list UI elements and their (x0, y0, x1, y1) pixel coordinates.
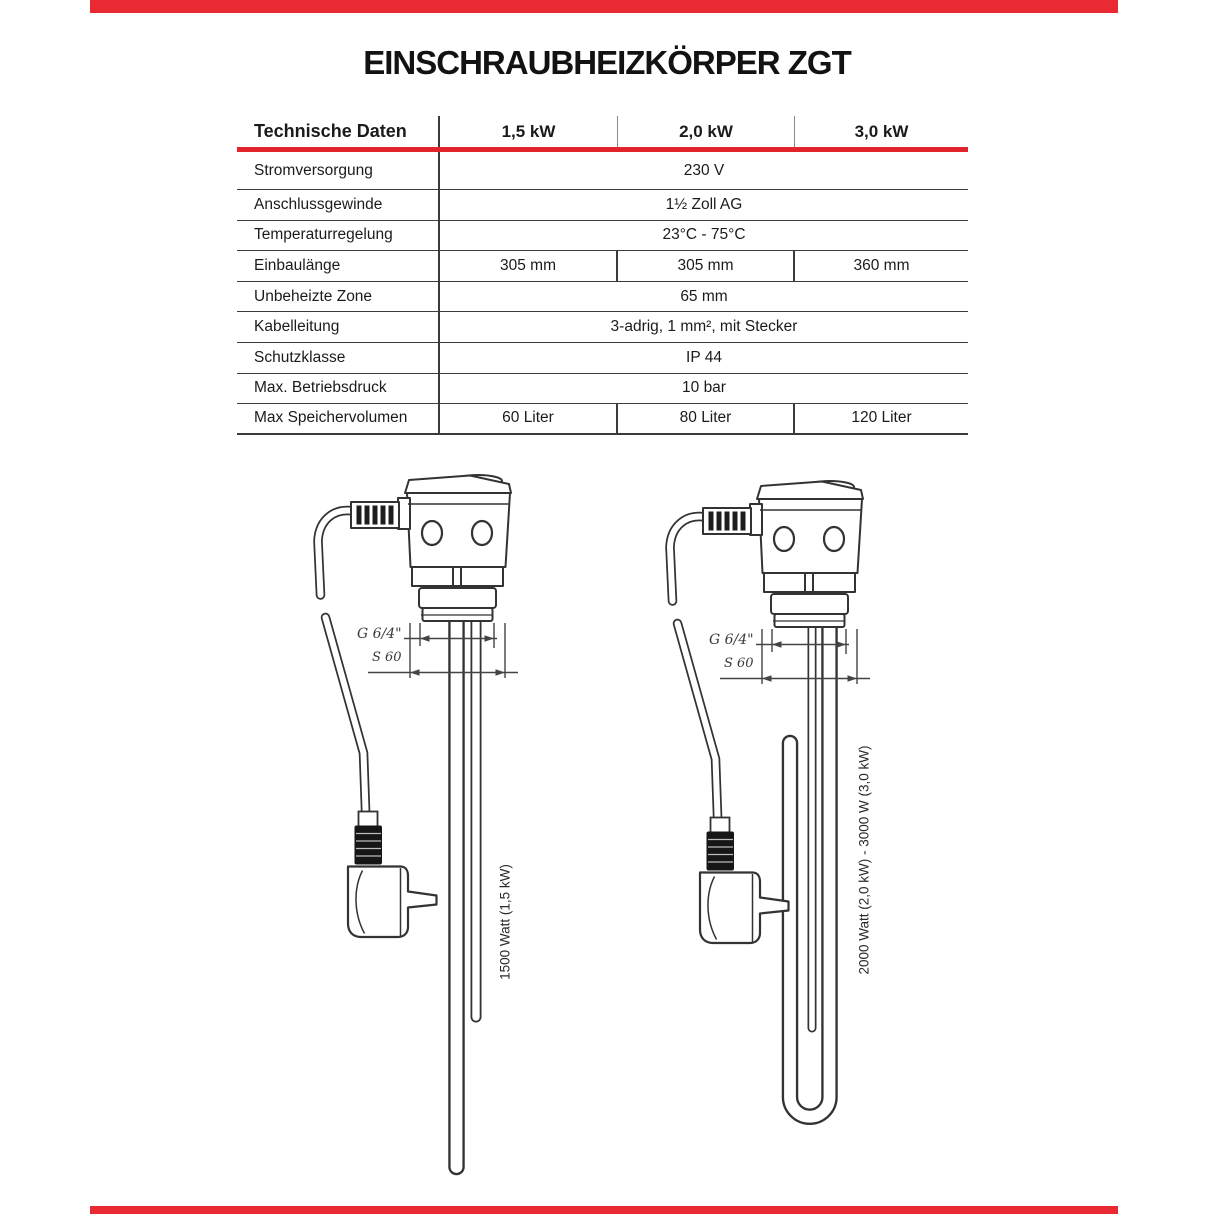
row-label: Max Speichervolumen (237, 404, 440, 433)
table-header-label: Technische Daten (237, 116, 440, 147)
row-value: 65 mm (680, 287, 728, 305)
table-row (237, 152, 968, 190)
top-red-bar (90, 0, 1118, 13)
row-value: 305 mm (618, 251, 795, 281)
row-label: Max. Betriebsdruck (237, 374, 440, 404)
row-value: IP 44 (686, 348, 722, 366)
row-value: 10 bar (682, 379, 726, 397)
table-row (237, 404, 968, 435)
row-value: 230 V (683, 161, 725, 179)
table-row (237, 282, 968, 313)
dim-label-wrench: S 60 (724, 656, 754, 671)
table-header-col-2-0kw: 2,0 kW (618, 116, 795, 147)
row-value: 1½ Zoll AG (665, 195, 743, 213)
table-row (237, 374, 968, 405)
table-row (237, 190, 968, 221)
row-value: 3-adrig, 1 mm², mit Stecker (610, 318, 798, 336)
row-value: 120 Liter (851, 409, 912, 427)
table-row (237, 343, 968, 374)
bottom-red-bar (90, 1206, 1118, 1214)
drawing-right-2000-3000w (628, 450, 890, 1145)
dim-label-wrench: S 60 (372, 650, 402, 665)
table-row (237, 221, 968, 252)
power-rating-label: 2000 Watt (2,0 kW) - 3000 W (3,0 kW) (856, 745, 872, 975)
row-value: 80 Liter (618, 404, 795, 433)
row-label: Einbaulänge (237, 251, 440, 281)
table-row (237, 251, 968, 282)
row-label: Kabelleitung (237, 312, 440, 342)
dim-label-thread: G 6/4" (357, 626, 402, 642)
table-header-row (237, 116, 968, 147)
row-value: 23°C - 75°C (662, 226, 746, 244)
row-label: Stromversorgung (237, 152, 440, 189)
table-header-col-3-0kw: 3,0 kW (854, 121, 909, 141)
row-value: 360 mm (853, 256, 910, 274)
row-label: Temperaturregelung (237, 221, 440, 251)
tech-data-table (237, 116, 968, 435)
row-label: Unbeheizte Zone (237, 282, 440, 312)
dim-label-thread: G 6/4" (709, 632, 754, 648)
row-value: 305 mm (440, 251, 618, 281)
row-label: Anschlussgewinde (237, 190, 440, 220)
power-rating-label: 1500 Watt (1,5 kW) (497, 864, 513, 980)
page-title: EINSCHRAUBHEIZKÖRPER ZGT (363, 44, 851, 81)
drawing-left-1500w (280, 450, 535, 1198)
row-value: 60 Liter (440, 404, 618, 433)
row-label: Schutzklasse (237, 343, 440, 373)
table-row (237, 312, 968, 343)
table-header-col-1-5kw: 1,5 kW (440, 116, 618, 147)
